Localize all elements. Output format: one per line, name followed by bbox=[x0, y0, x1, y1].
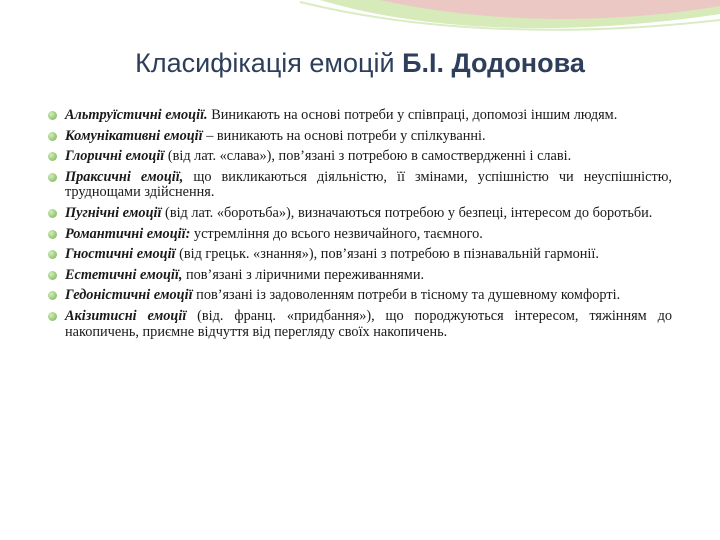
slide-title bbox=[0, 48, 720, 79]
item-term: Пугнічні емоції bbox=[65, 204, 162, 221]
bullet-icon bbox=[48, 152, 57, 161]
title-prefix: Класифікація емоцій bbox=[135, 48, 403, 78]
title-author: Б.І. Додонова bbox=[402, 48, 585, 78]
list-item bbox=[45, 288, 672, 304]
item-text: (від. франц. «придбання»), що породжуються інтересом, тяжінням до накопичень, приємне відчуття від перегляду своїх накопичень. bbox=[65, 307, 673, 340]
list-item bbox=[45, 309, 672, 340]
item-text: (від лат. «слава»), пов’язані з потребою в самоствердженні і славі. bbox=[164, 148, 572, 165]
list-item bbox=[45, 170, 672, 201]
list-item bbox=[45, 227, 672, 243]
bullet-icon bbox=[48, 173, 57, 182]
item-term: Альтруїстичні емоції. bbox=[65, 107, 208, 123]
list-item bbox=[45, 206, 672, 222]
item-text: Виникають на основі потреби у співпраці, допомозі іншим людям. bbox=[207, 107, 618, 123]
item-text: – виникають на основі потреби у спілкуванні. bbox=[202, 127, 486, 144]
item-term: Глоричні емоції bbox=[65, 148, 165, 165]
item-term: Праксичні емоції, bbox=[65, 168, 184, 185]
item-text: (від лат. «боротьба»), визначаються потребою у безпеці, інтересом до боротьби. bbox=[161, 204, 653, 221]
item-term: Гедоністичні емоції bbox=[65, 287, 193, 304]
list-item bbox=[45, 129, 672, 145]
item-term: Акізитисні емоції bbox=[65, 307, 187, 324]
item-term: Естетичні емоції, bbox=[65, 266, 183, 283]
bullet-icon bbox=[48, 250, 57, 259]
list-item bbox=[45, 247, 672, 263]
list-item bbox=[45, 108, 672, 124]
list-item bbox=[45, 268, 672, 284]
item-text: пов’язані з ліричними переживаннями. bbox=[182, 266, 425, 283]
bullet-icon bbox=[48, 312, 57, 321]
emotion-list bbox=[45, 108, 672, 345]
bullet-icon bbox=[48, 111, 57, 120]
bullet-icon bbox=[48, 291, 57, 300]
list-item bbox=[45, 149, 672, 165]
item-text: устремління до всього незвичайного, таємного. bbox=[190, 225, 483, 242]
item-text: пов’язані із задоволенням потреби в тісному та душевному комфорті. bbox=[192, 287, 621, 304]
bullet-icon bbox=[48, 230, 57, 239]
item-term: Романтичні емоції: bbox=[65, 225, 191, 242]
bullet-icon bbox=[48, 209, 57, 218]
item-term: Гностичні емоції bbox=[65, 246, 176, 263]
item-text: (від грецьк. «знання»), пов’язані з потребою в пізнавальній гармонії. bbox=[175, 246, 599, 263]
item-text: що викликаються діяльністю, її змінами, успішністю чи неуспішністю, труднощами здійснення. bbox=[65, 168, 673, 201]
item-term: Комунікативні емоції bbox=[65, 127, 203, 144]
bullet-icon bbox=[48, 271, 57, 280]
bullet-icon bbox=[48, 132, 57, 141]
